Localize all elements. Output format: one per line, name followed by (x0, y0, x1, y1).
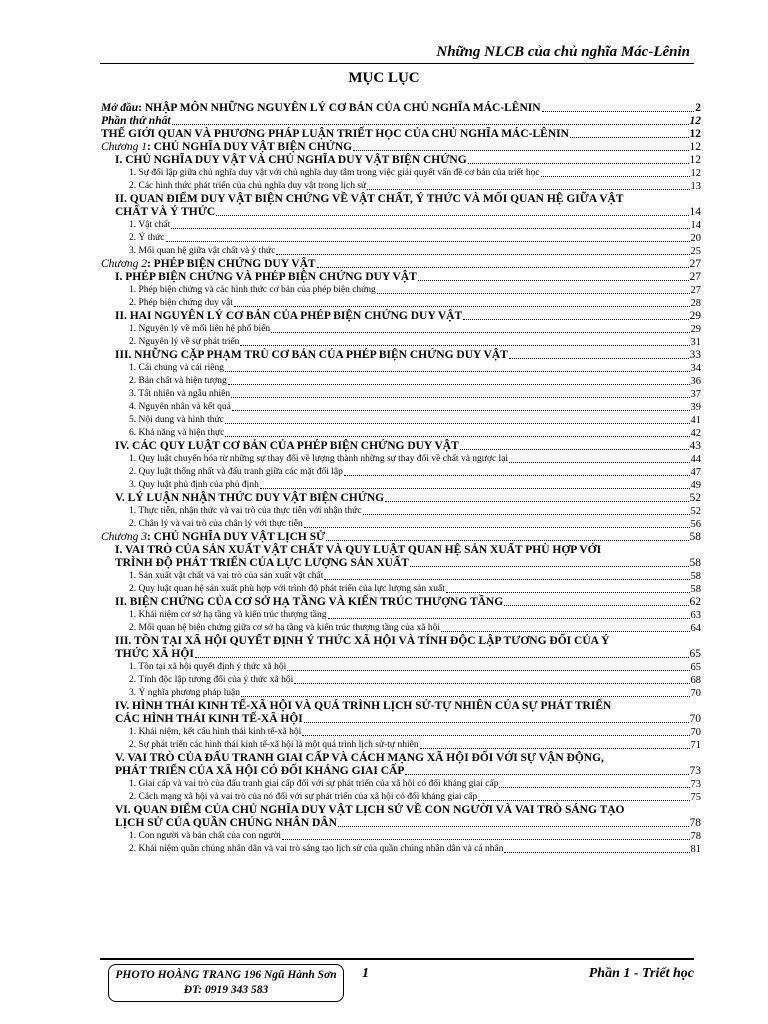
toc-entry-text: 5. Nội dung và hình thức (129, 415, 224, 425)
toc-entry-lead: Chương 2 (101, 258, 147, 270)
toc-entry-text: 2. Quy luật quan hệ sản xuất phù hợp với trình độ phát triển của lực lượng sản xuất (129, 584, 445, 594)
toc-page-number: 81 (690, 844, 701, 855)
toc-entry-lead: Chương 3 (101, 531, 147, 543)
toc-entry-part[interactable] (101, 115, 701, 128)
toc-entry-text-wrap (115, 349, 508, 362)
toc-entry-text: Phần thứ nhất (101, 115, 171, 127)
toc-entry-lead: Chương 1 (101, 141, 147, 153)
dot-leader (287, 670, 689, 671)
toc-entry-text-wrap (115, 765, 404, 778)
toc-entry-text-wrap (129, 427, 224, 440)
dot-leader (260, 488, 690, 489)
toc-entry-text-wrap (129, 323, 270, 336)
footer-part-label: Phần 1 - Triết học (588, 966, 694, 981)
toc-entry-text-wrap (129, 674, 293, 687)
dot-leader (276, 254, 689, 255)
toc-entry-text: 1. Giai cấp và vai trò của đấu tranh giai cấp đối với sự phát triển của xã hội có đối kháng giai cấp (129, 779, 499, 789)
toc-page-number: 56 (690, 519, 701, 530)
toc-entry-text-wrap (115, 713, 303, 726)
toc-entry-section[interactable] (101, 154, 701, 167)
toc-entry-text: 2. Quy luật thống nhất và đấu tranh giữa các mặt đối lập (129, 467, 343, 477)
toc-entry-subsection[interactable] (101, 427, 701, 440)
dot-leader (468, 163, 689, 164)
toc-entry-text-wrap (129, 830, 281, 843)
toc-entry-text: 3. Ý nghĩa phương pháp luận (129, 688, 240, 698)
toc-page-number: 44 (690, 454, 701, 465)
toc-entry-section[interactable] (101, 700, 701, 713)
dot-leader (377, 293, 690, 294)
toc-entry-subsection[interactable] (101, 388, 701, 401)
page-number: 1 (362, 966, 369, 981)
toc-entry-text: I. VAI TRÒ CỦA SẢN XUẤT VẬT CHẤT VÀ QUY LUẬT QUAN HỆ SẢN XUẤT PHÙ HỢP VỚI (115, 544, 602, 556)
toc-entry-text-wrap (129, 401, 231, 414)
toc-entry-text-wrap (129, 505, 362, 518)
toc-entry-text: 2. Bản chất và hiện tượng (129, 376, 227, 386)
toc-entry-section-cont[interactable] (101, 713, 701, 726)
toc-page-number: 75 (690, 792, 701, 803)
dot-leader (172, 124, 689, 125)
toc-entry-text-wrap (129, 570, 323, 583)
toc-page-number: 68 (690, 675, 701, 686)
dot-leader (418, 280, 689, 281)
dot-leader (367, 189, 689, 190)
toc-page-number: 43 (689, 440, 701, 452)
toc-entry-text: PHÁT TRIỂN CỦA XÃ HỘI CÓ ĐỐI KHÁNG GIAI CẤP (115, 765, 405, 777)
toc-page-number: 73 (689, 765, 701, 777)
toc-entry-subsection[interactable] (101, 219, 701, 232)
toc-page-number: 2 (695, 102, 701, 114)
toc-entry-text-wrap (129, 362, 224, 375)
toc-page-number: 12 (689, 154, 701, 166)
toc-page-number: 34 (690, 363, 701, 374)
toc-entry-text-wrap (115, 154, 467, 167)
dot-leader (304, 527, 690, 528)
dot-leader (504, 852, 689, 853)
toc-entry-lead: Mở đầu (101, 102, 139, 114)
toc-page-number: 25 (690, 246, 701, 257)
toc-entry-section[interactable] (101, 544, 701, 557)
dot-leader (385, 501, 688, 502)
toc-entry-text: 1. Vật chất (129, 220, 171, 230)
toc-page-number: 33 (689, 349, 701, 361)
toc-entry-text: 2. Nguyên lý về sự phát triển (129, 337, 240, 347)
toc-page-number: 73 (690, 779, 701, 790)
dot-leader (441, 631, 690, 632)
toc-entry-subsection[interactable] (101, 661, 701, 674)
toc-entry-section[interactable] (101, 271, 701, 284)
toc-page-number: 78 (689, 817, 701, 829)
toc-entry-text: CHẤT VÀ Ý THỨC (115, 206, 216, 218)
toc-page-number: 70 (690, 727, 701, 738)
toc-entry-text: LỊCH SỬ CỦA QUẦN CHÚNG NHÂN DÂN (115, 817, 337, 829)
toc-entry-text: 3. Quy luật phủ định của phủ định (129, 480, 259, 490)
toc-entry-text-wrap (129, 453, 508, 466)
toc-entry-text-wrap (129, 843, 503, 856)
toc-entry-text: 2. Phép biện chứng duy vật (129, 298, 233, 308)
toc-chapters (101, 141, 701, 856)
toc-entry-text-wrap (129, 687, 240, 700)
toc-entry-subsection[interactable] (101, 180, 701, 193)
toc-entry-text: 1. Khái niệm, kết cấu hình thái kinh tế-xã hội (129, 727, 302, 737)
toc-entry-text-wrap (129, 336, 239, 349)
dot-leader (353, 150, 688, 151)
toc-entry-text: 2. Sự phát triển các hình thái kinh tế-xã hội là một quá trình lịch sử-tự nhiên (129, 740, 419, 750)
dot-leader (234, 306, 690, 307)
dot-leader (231, 397, 689, 398)
dot-leader (228, 384, 690, 385)
toc-page-number: 42 (690, 428, 701, 439)
toc-entry-subsection[interactable] (101, 401, 701, 414)
toc-entry-subsection[interactable] (101, 479, 701, 492)
toc-page-number: 31 (690, 337, 701, 348)
toc-entry-text-wrap (129, 414, 224, 427)
toc-entry-text: 3. Tất nhiên và ngẫu nhiên (129, 389, 231, 399)
toc-entry-subsection[interactable] (101, 245, 701, 258)
toc-entry-text-wrap (115, 440, 459, 453)
footer-rule (100, 958, 694, 960)
toc-entry-text-wrap (129, 297, 233, 310)
toc-page-number: 12 (690, 168, 701, 179)
toc-entry-text-wrap (115, 206, 215, 219)
dot-leader (225, 423, 690, 424)
toc-entry-section[interactable] (101, 804, 701, 817)
toc-entry-text: IV. CÁC QUY LUẬT CƠ BẢN CỦA PHÉP BIỆN CHỨNG DUY VẬT (115, 440, 459, 452)
toc-entry-subsection[interactable] (101, 609, 701, 622)
dot-leader (460, 449, 689, 450)
toc-entry-text: 1. Tồn tại xã hội quyết định ý thức xã hội (129, 662, 287, 672)
toc-entry-text-wrap (115, 310, 462, 323)
toc-page-number: 58 (690, 584, 701, 595)
toc-entry-text: 2. Khái niệm quần chúng nhân dân và vai trò sáng tạo lịch sử của quần chúng nhân dân và cá nhân (129, 844, 504, 854)
shop-name: PHOTO HOÀNG TRANG 196 Ngũ Hành Sơn (115, 969, 337, 981)
toc-entry-text: 1. Sản xuất vật chất và vai trò của sản xuất vật chất (129, 571, 324, 581)
toc-page-number: 64 (690, 623, 701, 634)
toc-entry-text-wrap (129, 609, 327, 622)
toc-entry-text: II. BIỆN CHỨNG CỦA CƠ SỞ HẠ TẦNG VÀ KIẾN TRÚC THƯỢNG TẦNG (115, 596, 504, 608)
toc-entry-text-wrap (129, 726, 301, 739)
toc-entry-text-wrap (129, 583, 445, 596)
toc-entry-subsection[interactable] (101, 167, 701, 180)
toc-entry-text: 1. Sự đối lập giữa chủ nghĩa duy vật với chủ nghĩa duy tâm trong việc giải quyết vấn đề cơ bản của triết học (129, 168, 540, 178)
toc-entry-section[interactable] (101, 492, 701, 505)
header-rule (100, 63, 694, 64)
dot-leader (225, 371, 690, 372)
toc-entry-subsection[interactable] (101, 414, 701, 427)
dot-leader (326, 540, 688, 541)
toc-entry-subsection[interactable] (101, 726, 701, 739)
toc-entry-text: 1. Khái niệm cơ sở hạ tầng và kiến trúc thượng tầng (129, 610, 327, 620)
toc-entry-subsection[interactable] (101, 466, 701, 479)
toc-entry-text: V. LÝ LUẬN NHẬN THỨC DUY VẬT BIỆN CHỨNG (115, 492, 385, 504)
toc-page-number: 39 (690, 402, 701, 413)
toc-entry-subsection[interactable] (101, 232, 701, 245)
toc-entry-section-cont[interactable] (101, 648, 701, 661)
dot-leader (304, 722, 689, 723)
toc-entry-text-wrap (129, 375, 227, 388)
toc-entry-text: VI. QUAN ĐIỂM CỦA CHỦ NGHĨA DUY VẬT LỊCH SỬ VỀ CON NGƯỜI VÀ VAI TRÒ SÁNG TẠO (115, 804, 625, 816)
toc-entry-text-wrap (129, 232, 165, 245)
dot-leader (324, 579, 689, 580)
toc-entry-text-wrap (115, 817, 337, 830)
toc-entry-text-wrap (129, 739, 419, 752)
dot-leader (302, 735, 689, 736)
dot-leader (344, 475, 690, 476)
toc-entry-text: THỨC XÃ HỘI (115, 648, 194, 660)
toc-entry-subsection[interactable] (101, 336, 701, 349)
dot-leader (282, 839, 690, 840)
toc-entry-subsection[interactable] (101, 843, 701, 856)
toc-entry-subsection[interactable] (101, 739, 701, 752)
toc-page-number: 62 (689, 596, 701, 608)
toc-page-number: 70 (689, 713, 701, 725)
toc-entry-subsection[interactable] (101, 830, 701, 843)
toc-entry-text-wrap (129, 180, 366, 193)
toc-entry-text-wrap (101, 258, 316, 271)
toc-page-number: 52 (689, 492, 701, 504)
toc-page-number: 52 (690, 506, 701, 517)
dot-leader (166, 241, 690, 242)
toc-entry-subsection[interactable] (101, 362, 701, 375)
toc-entry-text: III. TỒN TẠI XÃ HỘI QUYẾT ĐỊNH Ý THỨC XÃ HỘI VÀ TÍNH ĐỘC LẬP TƯƠNG ĐỐI CỦA Ý (115, 635, 610, 647)
toc-entry-section[interactable] (101, 440, 701, 453)
toc-entry-section-cont[interactable] (101, 765, 701, 778)
toc-entry-subsection[interactable] (101, 453, 701, 466)
toc-page-number: 65 (690, 662, 701, 673)
dot-leader (541, 176, 690, 177)
dot-leader (241, 696, 690, 697)
dot-leader (463, 319, 688, 320)
toc-entry-section-cont[interactable] (101, 206, 701, 219)
toc-page-number: 27 (689, 271, 701, 283)
toc-entry-text-wrap (115, 492, 384, 505)
toc-entry-subsection[interactable] (101, 674, 701, 687)
toc-entry-text-wrap (115, 557, 409, 570)
dot-leader (171, 228, 689, 229)
dot-leader (294, 683, 689, 684)
toc-entry-section[interactable] (101, 635, 701, 648)
toc-page-number: 58 (689, 557, 701, 569)
toc-entry-section[interactable] (101, 596, 701, 609)
toc-page-number: 14 (690, 220, 701, 231)
toc-entry-subsection[interactable] (101, 375, 701, 388)
dot-leader (240, 345, 689, 346)
dot-leader (216, 215, 688, 216)
table-of-contents (101, 102, 701, 856)
dot-leader (328, 618, 690, 619)
toc-page-number: 20 (690, 233, 701, 244)
toc-entry-text: III. NHỮNG CẶP PHẠM TRÙ CƠ BẢN CỦA PHÉP BIỆN CHỨNG DUY VẬT (115, 349, 508, 361)
toc-entry-text-wrap (129, 622, 440, 635)
toc-page-number: 70 (690, 688, 701, 699)
toc-page-number: 58 (690, 571, 701, 582)
toc-entry-subsection[interactable] (101, 284, 701, 297)
toc-page-number: 29 (690, 324, 701, 335)
toc-entry-theme[interactable] (101, 128, 701, 141)
toc-entry-text: CÁC HÌNH THÁI KINH TẾ-XÃ HỘI (115, 713, 303, 725)
toc-entry-text: 2. Chân lý và vai trò của chân lý với thực tiễn (129, 519, 303, 529)
toc-entry-chapter[interactable] (101, 141, 701, 154)
toc-entry-text: 1. Cái chung và cái riêng (129, 363, 224, 373)
toc-entry-text: 2. Mối quan hệ biện chứng giữa cơ sở hạ tầng và kiến trúc thượng tầng của xã hội (129, 623, 440, 633)
toc-entry-text: : CHỦ NGHĨA DUY VẬT LỊCH SỬ (146, 531, 326, 543)
toc-entry-subsection[interactable] (101, 778, 701, 791)
toc-entry-text: : PHÉP BIỆN CHỨNG DUY VẬT (146, 258, 316, 270)
toc-page-number: 28 (690, 298, 701, 309)
toc-entry-text: 4. Nguyên nhân và kết quả (129, 402, 231, 412)
toc-entry-text-wrap (129, 791, 477, 804)
dot-leader (509, 358, 689, 359)
toc-entry-section[interactable] (101, 310, 701, 323)
toc-page-number: 49 (690, 480, 701, 491)
toc-entry-section[interactable] (101, 193, 701, 206)
dot-leader (225, 436, 689, 437)
toc-entry-subsection[interactable] (101, 583, 701, 596)
shop-phone: ĐT: 0919 343 583 (183, 984, 269, 996)
toc-entry-subsection[interactable] (101, 791, 701, 804)
toc-page-number: 12 (689, 128, 701, 140)
dot-leader (232, 410, 690, 411)
toc-entry-text: 1. Thực tiễn, nhận thức và vai trò của thực tiễn với nhận thức (129, 506, 362, 516)
running-header: Những NLCB của chủ nghĩa Mác-Lênin (436, 44, 690, 60)
toc-entry-text-wrap (129, 479, 259, 492)
toc-entry-text: 2. Cách mạng xã hội và vai trò của nó đối với sự phát triển của xã hội có đối kháng giai cấp (129, 792, 478, 802)
toc-page-number: 58 (689, 531, 701, 543)
toc-entry-intro[interactable] (101, 102, 701, 115)
toc-entry-subsection[interactable] (101, 687, 701, 700)
toc-entry-section-cont[interactable] (101, 817, 701, 830)
toc-entry-text-wrap (129, 167, 540, 180)
toc-entry-section[interactable] (101, 752, 701, 765)
toc-entry-text: TRÌNH ĐỘ PHÁT TRIỂN CỦA LỰC LƯỢNG SẢN XUẤT (115, 557, 409, 569)
dot-leader (570, 137, 689, 138)
toc-page-number: 63 (690, 610, 701, 621)
toc-page-number: 78 (690, 831, 701, 842)
dot-leader (410, 566, 689, 567)
toc-entry-text: 2. Ý thức (129, 233, 165, 243)
dot-leader (542, 111, 695, 112)
toc-entry-text: V. VAI TRÒ CỦA ĐẤU TRANH GIAI CẤP VÀ CÁCH MẠNG XÃ HỘI ĐỐI VỚI SỰ VẬN ĐỘNG, (115, 752, 604, 764)
dot-leader (446, 592, 690, 593)
toc-entry-text: I. CHỦ NGHĨA DUY VẬT VÀ CHỦ NGHĨA DUY VẬT BIỆN CHỨNG (115, 154, 467, 166)
toc-entry-text: 2. Tính độc lập tương đối của ý thức xã hội (129, 675, 294, 685)
dot-leader (478, 800, 689, 801)
toc-entry-text-wrap (129, 778, 498, 791)
toc-entry-text-wrap (101, 141, 352, 154)
toc-entry-text: 1. Quy luật chuyển hóa từ những sự thay đổi về lượng thành những sự thay đổi về chất và ngược lại (129, 454, 509, 464)
dot-leader (271, 332, 689, 333)
toc-entry-text-wrap (129, 388, 230, 401)
toc-page-number: 14 (689, 206, 701, 218)
toc-entry-subsection[interactable] (101, 323, 701, 336)
toc-page-number: 65 (689, 648, 701, 660)
toc-entry-text-wrap (129, 219, 170, 232)
toc-entry-text: 2. Các hình thức phát triển của chủ nghĩa duy vật trong lịch sử (129, 181, 367, 191)
toc-entry-chapter[interactable] (101, 258, 701, 271)
toc-entry-text: 6. Khả năng và hiện thực (129, 428, 225, 438)
toc-entry-text: 1. Phép biện chứng và các hình thức cơ bản của phép biện chứng (129, 285, 376, 295)
dot-leader (195, 657, 689, 658)
dot-leader (499, 787, 689, 788)
shop-stamp (108, 964, 344, 1002)
toc-entry-text-wrap (129, 661, 286, 674)
toc-entry-text: II. HAI NGUYÊN LÝ CƠ BẢN CỦA PHÉP BIỆN CHỨNG DUY VẬT (115, 310, 463, 322)
toc-entry-text: THẾ GIỚI QUAN VÀ PHƯƠNG PHÁP LUẬN TRIẾT HỌC CỦA CHỦ NGHĨA MÁC-LÊNIN (101, 128, 569, 140)
toc-page-number: 36 (690, 376, 701, 387)
toc-entry-text: : NHẬP MÔN NHỮNG NGUYÊN LÝ CƠ BẢN CỦA CHỦ NGHĨA MÁC-LÊNIN (138, 102, 541, 114)
toc-entry-text-wrap (115, 648, 194, 661)
dot-leader (405, 774, 688, 775)
toc-entry-text: 3. Mối quan hệ giữa vật chất và ý thức (129, 246, 276, 256)
toc-entry-text-wrap (129, 245, 275, 258)
toc-entry-text: 1. Nguyên lý về mối liên hệ phổ biến (129, 324, 271, 334)
toc-entry-section-cont[interactable] (101, 557, 701, 570)
dot-leader (509, 462, 689, 463)
toc-entry-subsection[interactable] (101, 622, 701, 635)
toc-entry-text-wrap (129, 466, 343, 479)
toc-page-number: 27 (690, 285, 701, 296)
toc-page-number: 27 (689, 258, 701, 270)
toc-entry-text-wrap (115, 596, 503, 609)
toc-entry-text: 1. Con người và bản chất của con người (129, 831, 281, 841)
toc-entry-text: IV. HÌNH THÁI KINH TẾ-XÃ HỘI VÀ QUÁ TRÌNH LỊCH SỬ-TỰ NHIÊN CỦA SỰ PHÁT TRIỂN (115, 700, 612, 712)
toc-entry-text-wrap (101, 531, 325, 544)
toc-page-number: 12 (689, 141, 701, 153)
dot-leader (420, 748, 690, 749)
toc-entry-text: II. QUAN ĐIỂM DUY VẬT BIỆN CHỨNG VỀ VẬT CHẤT, Ý THỨC VÀ MỐI QUAN HỆ GIỮA VẬT (115, 193, 624, 205)
dot-leader (504, 605, 688, 606)
dot-leader (317, 267, 689, 268)
toc-entry-text: : CHỦ NGHĨA DUY VẬT BIỆN CHỨNG (146, 141, 353, 153)
toc-entry-text-wrap (129, 284, 376, 297)
toc-page-number: 29 (689, 310, 701, 322)
toc-entry-subsection[interactable] (101, 505, 701, 518)
dot-leader (363, 514, 690, 515)
toc-entry-section[interactable] (101, 349, 701, 362)
toc-title: MỤC LỤC (348, 70, 420, 86)
toc-entry-text-wrap (115, 271, 417, 284)
toc-entry-text-wrap (129, 518, 303, 531)
toc-page-number: 37 (690, 389, 701, 400)
toc-entry-chapter[interactable] (101, 531, 701, 544)
toc-entry-text: I. PHÉP BIỆN CHỨNG VÀ PHÉP BIỆN CHỨNG DUY VẬT (115, 271, 417, 283)
toc-page-number: 13 (690, 181, 701, 192)
toc-page-number: 12 (689, 115, 701, 127)
dot-leader (338, 826, 689, 827)
toc-entry-subsection[interactable] (101, 297, 701, 310)
toc-entry-subsection[interactable] (101, 570, 701, 583)
toc-page-number: 47 (690, 467, 701, 478)
toc-entry-subsection[interactable] (101, 518, 701, 531)
toc-page-number: 71 (690, 740, 701, 751)
toc-page-number: 41 (690, 415, 701, 426)
